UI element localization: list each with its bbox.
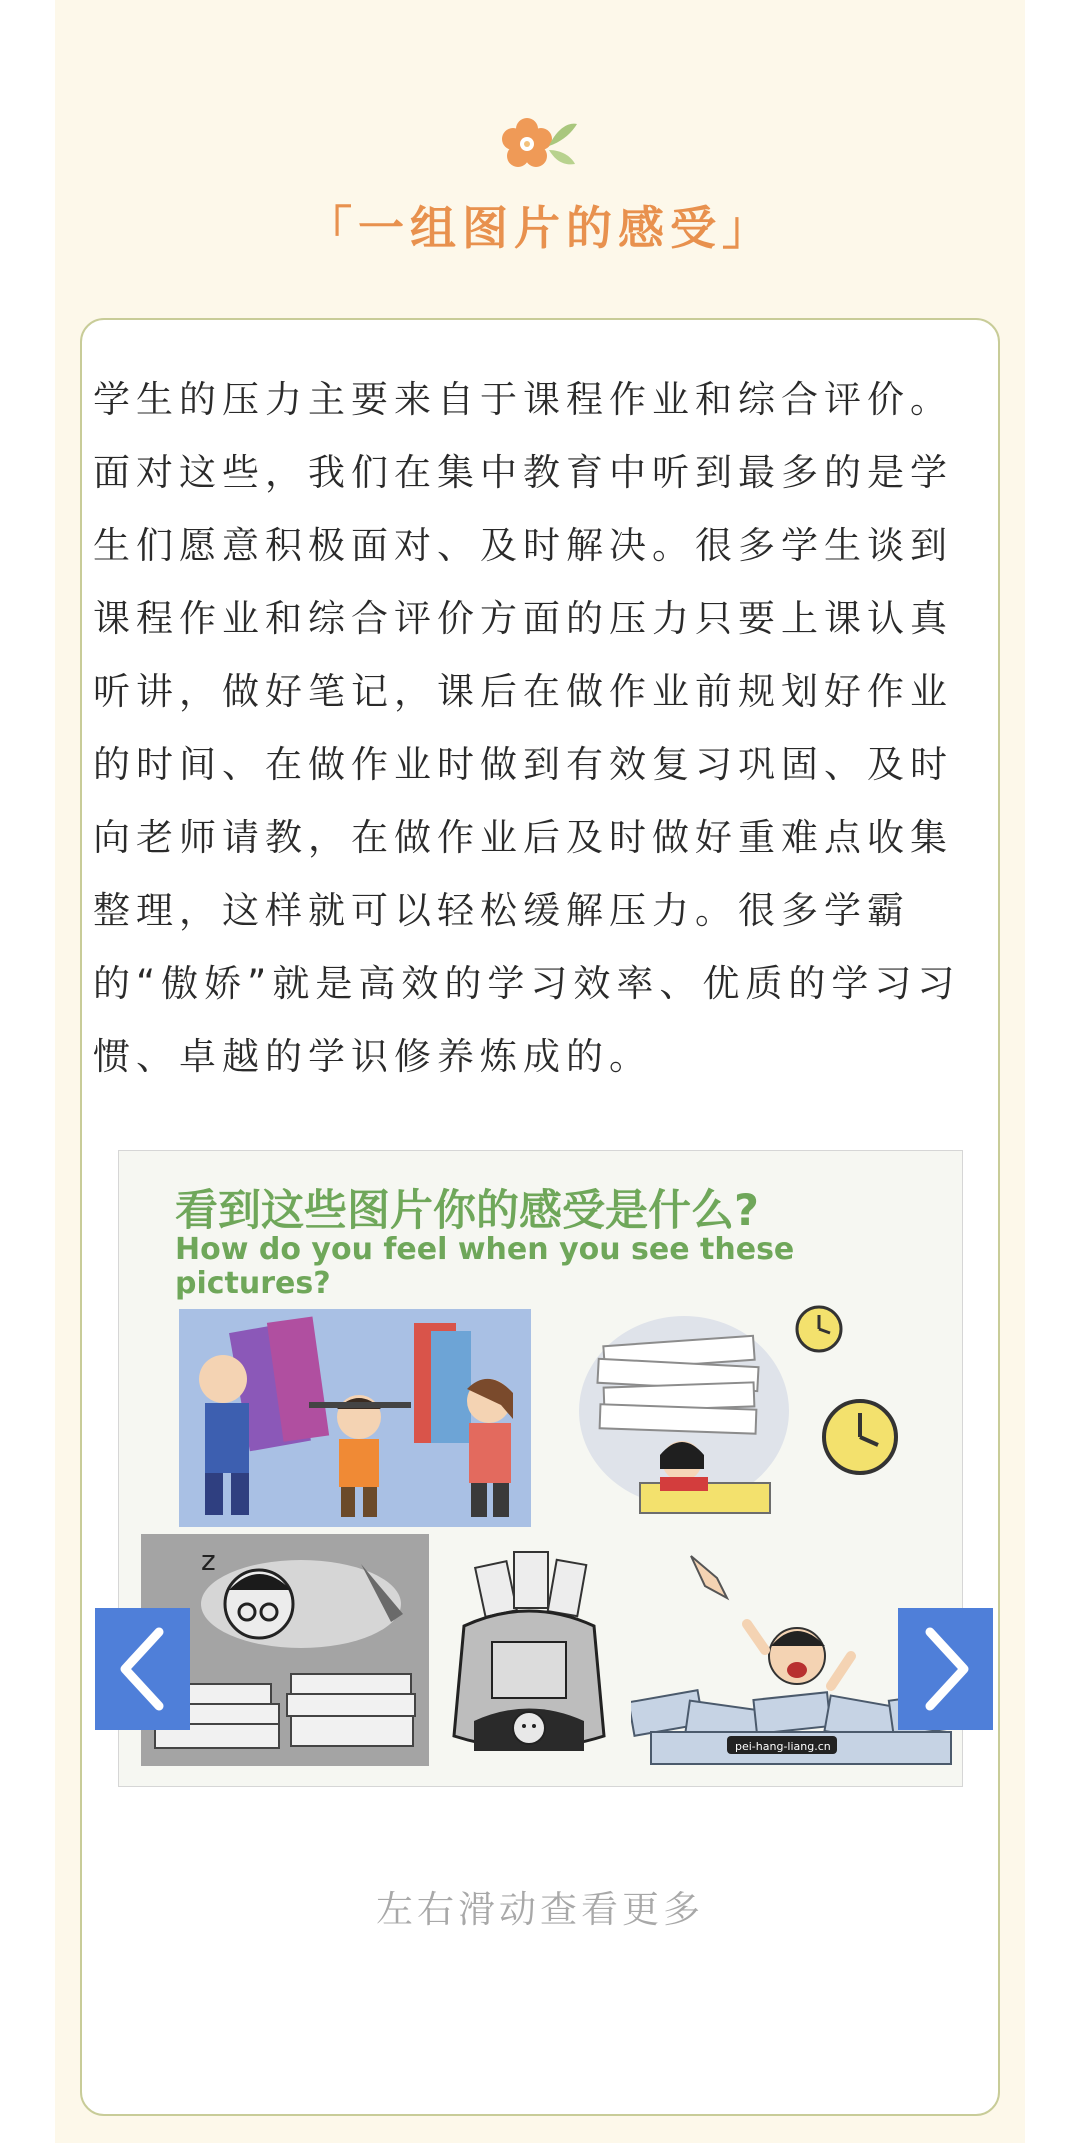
slide-title-en: How do you feel when you see these pictures? xyxy=(175,1232,795,1301)
carousel-slide-image[interactable] xyxy=(118,1150,963,1787)
carousel-prev-button[interactable] xyxy=(95,1608,190,1730)
chevron-right-icon xyxy=(916,1624,976,1714)
svg-text:z: z xyxy=(201,1544,216,1577)
flower-icon xyxy=(497,112,579,174)
swipe-hint: 左右滑动查看更多 xyxy=(376,1888,704,1931)
article-paragraph: 学生的压力主要来自于课程作业和综合评价。面对这些，我们在集中教育中听到最多的是学生们愿意积极面对、及时解决。很多学生谈到课程作业和综合评价方面的压力只要上课认真听讲，做好笔记，课后在做作业前规划好作业的时间、在做作业时做到有效复习巩固、及时向老师请教，在做作业后及时做好重难点收集整理，这样就可以轻松缓解压力。很多学霸的“傲娇”就是高效的学习效率、优质的学习习惯、卓越的学识修养炼成的。 xyxy=(93,378,961,1078)
chevron-left-icon xyxy=(113,1624,173,1714)
paper-pile-illustration xyxy=(564,1301,924,1535)
image-watermark: pei-hang-liang.cn xyxy=(735,1740,831,1753)
carousel-next-button[interactable] xyxy=(898,1608,993,1730)
section-title: 「一组图片的感受」 xyxy=(306,201,774,255)
heavy-backpack-illustration xyxy=(444,1546,614,1766)
homework-pressure-illustration xyxy=(179,1309,531,1527)
slide-title-zh: 看到这些图片你的感受是什么? xyxy=(175,1186,759,1236)
